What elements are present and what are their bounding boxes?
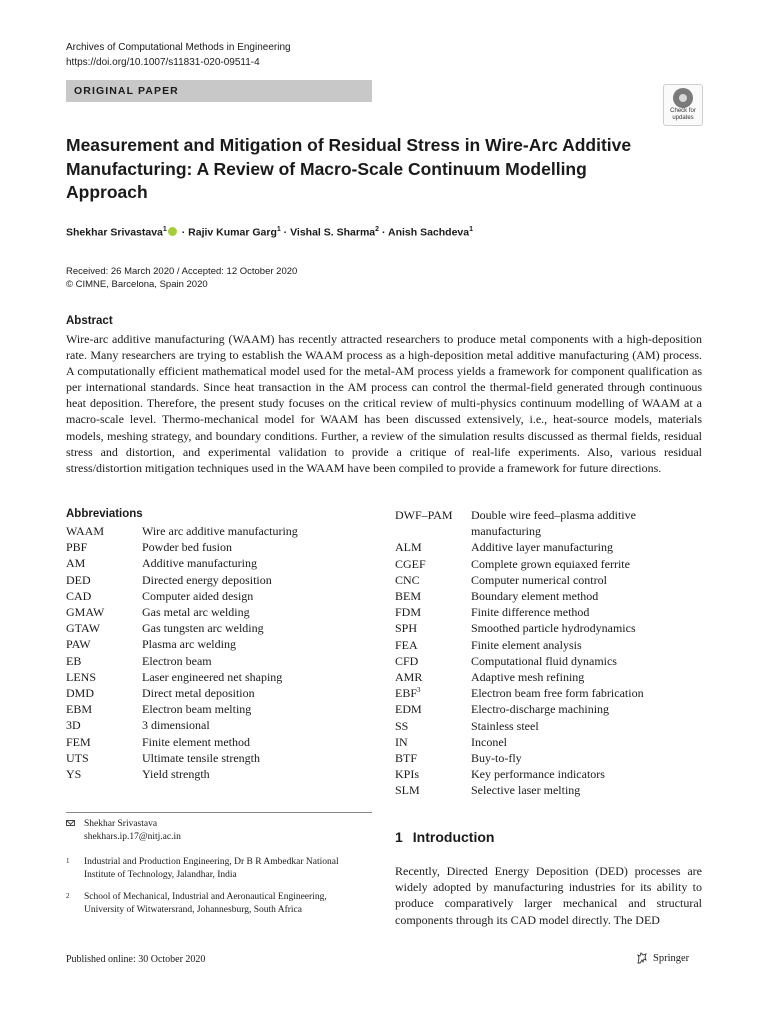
abbreviation-row <box>66 717 382 733</box>
abbreviation-definition: Plasma arc welding <box>142 637 236 652</box>
author-affiliation-ref: 2 <box>375 226 380 233</box>
abbreviation-row <box>66 539 382 555</box>
abbreviation-row <box>66 572 382 588</box>
abbreviation-term-text: CAD <box>66 588 92 603</box>
abbreviation-term-text: KPIs <box>395 767 420 782</box>
abbreviations-right-column <box>395 507 703 799</box>
abbreviation-term-text: BEM <box>395 589 422 604</box>
abbreviation-definition: Yield strength <box>142 767 210 782</box>
abbreviation-term-text: CNC <box>395 572 420 587</box>
crossmark-line-2: updates <box>672 115 694 121</box>
abbreviation-term <box>395 637 471 653</box>
abbreviation-row <box>395 572 703 588</box>
abbreviation-definition: Powder bed fusion <box>142 540 232 555</box>
abbreviation-row <box>395 750 703 766</box>
abbreviation-superscript: 3 <box>417 686 421 695</box>
abbreviation-row <box>66 604 382 620</box>
abstract-heading: Abstract <box>66 315 113 327</box>
abbreviation-term-text: EBF <box>395 686 418 701</box>
abbreviation-definition: Double wire feed–plasma additive manufacturing <box>471 508 636 539</box>
affiliation-text: School of Mechanical, Industrial and Aeronautical Engineering, University of Witwatersrand, Johannesburg, South Africa <box>84 892 327 915</box>
author-name[interactable]: Rajiv Kumar Garg <box>188 226 277 239</box>
abbreviation-term-text: EDM <box>395 702 422 717</box>
abbreviation-row <box>66 653 382 669</box>
abbreviation-term-text: SLM <box>395 783 420 798</box>
abbreviation-term <box>66 685 142 701</box>
abbreviation-row <box>395 734 703 750</box>
abbreviation-row <box>395 685 703 701</box>
section-heading-introduction <box>395 829 494 845</box>
abbreviation-definition: Electron beam melting <box>142 702 252 717</box>
abbreviation-definition: Computational fluid dynamics <box>471 653 617 668</box>
affiliation-text: Industrial and Production Engineering, Dr B R Ambedkar National Institute of Technology, Jalandhar, India <box>84 857 339 880</box>
published-online-date: Published online: 30 October 2020 <box>66 954 206 965</box>
abbreviation-definition: Complete grown equiaxed ferrite <box>471 556 630 571</box>
article-type-banner <box>66 80 372 102</box>
abbreviation-term <box>395 653 471 669</box>
abbreviation-row <box>395 653 703 669</box>
abbreviation-row <box>66 620 382 636</box>
author-name[interactable]: Vishal S. Sharma <box>290 226 376 239</box>
abbreviation-term-text: CGEF <box>395 556 426 571</box>
abbreviation-definition: Ultimate tensile strength <box>142 750 260 765</box>
author-name[interactable]: Anish Sachdeva <box>387 226 470 239</box>
crossmark-icon <box>673 88 693 108</box>
abbreviation-term-text: BTF <box>395 751 418 766</box>
abbreviation-term <box>66 588 142 604</box>
abbreviation-row <box>395 588 703 604</box>
abbreviation-definition: Electron beam <box>142 653 212 668</box>
abbreviation-term <box>66 555 142 571</box>
abbreviation-term-text: SPH <box>395 621 418 636</box>
abbreviation-definition: Additive layer manufacturing <box>471 540 613 555</box>
abbreviation-term <box>66 717 142 733</box>
abbreviation-row <box>395 556 703 572</box>
abbreviation-row <box>66 669 382 685</box>
affiliation-number: 1 <box>66 857 70 865</box>
footnote-divider <box>66 812 372 813</box>
article-type-label: ORIGINAL PAPER <box>74 85 179 97</box>
orcid-icon[interactable] <box>168 227 177 236</box>
abbreviation-definition: Gas tungsten arc welding <box>142 621 264 636</box>
abbreviation-term <box>395 750 471 766</box>
abbreviation-row <box>395 701 703 717</box>
abbreviation-term <box>66 604 142 620</box>
abbreviation-term <box>66 766 142 782</box>
check-for-updates-badge[interactable] <box>663 84 703 126</box>
journal-name: Archives of Computational Methods in Engineering <box>66 42 291 53</box>
abbreviation-definition: Gas metal arc welding <box>142 605 250 620</box>
abbreviation-term-text: FDM <box>395 605 422 620</box>
abbreviation-row <box>395 539 703 555</box>
abbreviation-definition: Finite element analysis <box>471 637 582 652</box>
abbreviation-term <box>395 556 471 572</box>
abbreviation-term <box>66 653 142 669</box>
abbreviation-row <box>66 766 382 782</box>
abbreviation-term-text: GMAW <box>66 605 105 620</box>
abbreviation-definition: Computer numerical control <box>471 572 607 587</box>
abbreviation-term-text: EB <box>66 653 82 668</box>
author-list: Shekhar Srivastava$^1$ · Rajiv Kumar Garg$^1$ · Vishal S. Sharma$^2$ · Anish Sachdeva$^1$ <box>66 226 474 239</box>
abbreviation-term-text: DED <box>66 572 91 587</box>
abbreviation-row <box>395 718 703 734</box>
section-title: Introduction <box>412 829 495 845</box>
abbreviation-term <box>395 669 471 685</box>
abbreviation-term-text: PAW <box>66 637 91 652</box>
abbreviation-term <box>395 766 471 782</box>
abbreviation-term <box>66 701 142 717</box>
section-number: 1 <box>395 829 403 845</box>
abbreviation-term-text: WAAM <box>66 524 104 538</box>
abbreviation-row <box>66 523 382 539</box>
abbreviation-definition: Key performance indicators <box>471 767 605 782</box>
abbreviation-row <box>395 766 703 782</box>
abbreviations-heading: Abbreviations <box>66 508 143 520</box>
received-accepted-dates: Received: 26 March 2020 / Accepted: 12 October 2020 <box>66 266 298 277</box>
abbreviation-term <box>395 588 471 604</box>
affiliation-number: 2 <box>66 892 70 900</box>
abbreviation-term <box>395 620 471 636</box>
abbreviation-term <box>395 507 471 539</box>
abbreviation-definition: Electro-discharge machining <box>471 702 610 717</box>
abbreviation-row <box>66 588 382 604</box>
abbreviation-term-text: FEM <box>66 734 91 749</box>
abbreviation-row <box>66 701 382 717</box>
article-title: Measurement and Mitigation of Residual Stress in Wire-Arc Additive Manufacturing: A Review of Macro-Scale Continuum Modelling Approach <box>66 135 632 202</box>
abbreviation-term-text: YS <box>66 767 82 782</box>
abbreviation-definition: Smoothed particle hydrodynamics <box>471 621 636 636</box>
abbreviation-term-text: IN <box>395 734 408 749</box>
abbreviation-definition: Boundary element method <box>471 589 599 604</box>
abbreviation-term <box>66 750 142 766</box>
publisher-name: Springer <box>653 952 690 964</box>
abbreviation-term <box>395 572 471 588</box>
abbreviation-term-text: UTS <box>66 750 89 765</box>
author-affiliation-ref: 1 <box>469 226 474 233</box>
article-dates <box>66 265 297 291</box>
envelope-icon <box>66 820 75 826</box>
abbreviation-definition: Selective laser melting <box>471 783 581 798</box>
abbreviation-term-text: ALM <box>395 540 422 555</box>
abbreviation-term <box>395 701 471 717</box>
abbreviation-row <box>395 620 703 636</box>
introduction-body: Recently, Directed Energy Deposition (DED) processes are widely adopted by manufacturing industries for its ability to produce comparatively larger mechanical and structural components through its CAD model directly. The DED <box>395 864 702 927</box>
abbreviation-definition: Buy-to-fly <box>471 751 522 766</box>
corresponding-author-name: Shekhar Srivastava <box>84 819 158 829</box>
abbreviation-row <box>66 750 382 766</box>
abbreviation-term <box>66 523 142 539</box>
abbreviation-term-text: FEA <box>395 637 418 652</box>
abbreviation-term-text: PBF <box>66 540 88 555</box>
abbreviation-term <box>395 539 471 555</box>
abbreviation-row <box>395 507 703 539</box>
crossmark-line-1: Check for <box>670 108 696 114</box>
abbreviation-definition: Additive manufacturing <box>142 556 257 571</box>
author-affiliation-ref: 1 <box>162 226 167 233</box>
abbreviation-row <box>66 636 382 652</box>
abbreviation-term-text: CFD <box>395 653 419 668</box>
abbreviation-term <box>395 734 471 750</box>
author-affiliation-ref: 1 <box>276 226 281 233</box>
abbreviation-definition: Direct metal deposition <box>142 686 255 701</box>
abbreviations-left-column <box>66 523 382 782</box>
springer-horse-icon <box>636 952 648 964</box>
abbreviation-term-text: AM <box>66 556 86 571</box>
abbreviation-term-text: 3D <box>66 718 81 733</box>
abbreviation-term-text: GTAW <box>66 621 101 636</box>
abbreviation-term-text: DMD <box>66 686 95 701</box>
publisher-logo <box>636 952 689 964</box>
abbreviation-term-text: SS <box>395 718 409 733</box>
abbreviation-definition: Wire arc additive manufacturing <box>142 524 298 538</box>
abbreviation-term-text: AMR <box>395 670 423 685</box>
abbreviation-term <box>395 718 471 734</box>
copyright-line: © CIMNE, Barcelona, Spain 2020 <box>66 279 208 290</box>
abbreviation-term-text: LENS <box>66 669 96 684</box>
abbreviation-definition: Directed energy deposition <box>142 572 272 587</box>
abbreviation-definition: Stainless steel <box>471 718 539 733</box>
abbreviation-definition: Finite element method <box>142 734 250 749</box>
abbreviation-definition: 3 dimensional <box>142 718 210 733</box>
abbreviation-row <box>66 555 382 571</box>
abbreviation-term <box>66 572 142 588</box>
abbreviation-definition: Inconel <box>471 734 507 749</box>
abbreviation-row <box>395 637 703 653</box>
corresponding-author-email[interactable]: shekhars.ip.17@nitj.ac.in <box>84 832 181 842</box>
abbreviation-row <box>395 604 703 620</box>
abbreviation-term <box>66 636 142 652</box>
abbreviation-term <box>395 685 471 701</box>
abstract-body: Wire-arc additive manufacturing (WAAM) has recently attracted researchers to produce metal components with a high-deposition rate. Many researchers are trying to establish the WAAM process as a high-deposition metal additive manufacturing (AM) process. A computationally efficient mathematical model used for the metal-AM process yields a framework for component qualification as per international standards. Since heat transaction in the AM process can control the thermal-field generated through continuous heat deposition. Therefore, the present study focuses on the critical review of multi-physics continuum modelling of WAAM at a macro-scale level. Thermo-mechanical model for WAAM has been discussed extensively, i.e., heat-source models, materials models, meshing strategy, and boundary conditions. Further, a review of the simulation results discussed as thermal fields, residual stress and distortion, and experimental validation to provide a critique of real-life experiments. Also, various residual stress/distortion mitigation techniques used in the WAAM have been compiled to provide a framework for future directions. <box>66 332 702 475</box>
correspondence-block <box>66 818 181 844</box>
abbreviation-term <box>395 604 471 620</box>
abbreviation-definition: Computer aided design <box>142 588 254 603</box>
abbreviation-definition: Finite difference method <box>471 605 590 620</box>
abbreviation-term <box>66 734 142 750</box>
abbreviation-term <box>66 620 142 636</box>
abbreviation-term <box>66 669 142 685</box>
abbreviation-term-text: EBM <box>66 702 93 717</box>
abbreviation-row <box>395 669 703 685</box>
abbreviation-row <box>66 685 382 701</box>
author-name[interactable]: Shekhar Srivastava <box>66 226 163 239</box>
abbreviation-row <box>395 782 703 798</box>
abbreviation-term-text: DWF–PAM <box>395 508 453 522</box>
abbreviation-definition: Laser engineered net shaping <box>142 669 283 684</box>
abbreviation-definition: Electron beam free form fabrication <box>471 686 644 701</box>
abbreviation-term <box>395 782 471 798</box>
affiliation-item <box>66 856 354 882</box>
abbreviation-term <box>66 539 142 555</box>
journal-header <box>66 40 291 70</box>
abbreviation-definition: Adaptive mesh refining <box>471 670 585 685</box>
abbreviation-row <box>66 734 382 750</box>
doi-link[interactable]: https://doi.org/10.1007/s11831-020-09511-4 <box>66 57 260 68</box>
affiliation-item <box>66 891 354 917</box>
